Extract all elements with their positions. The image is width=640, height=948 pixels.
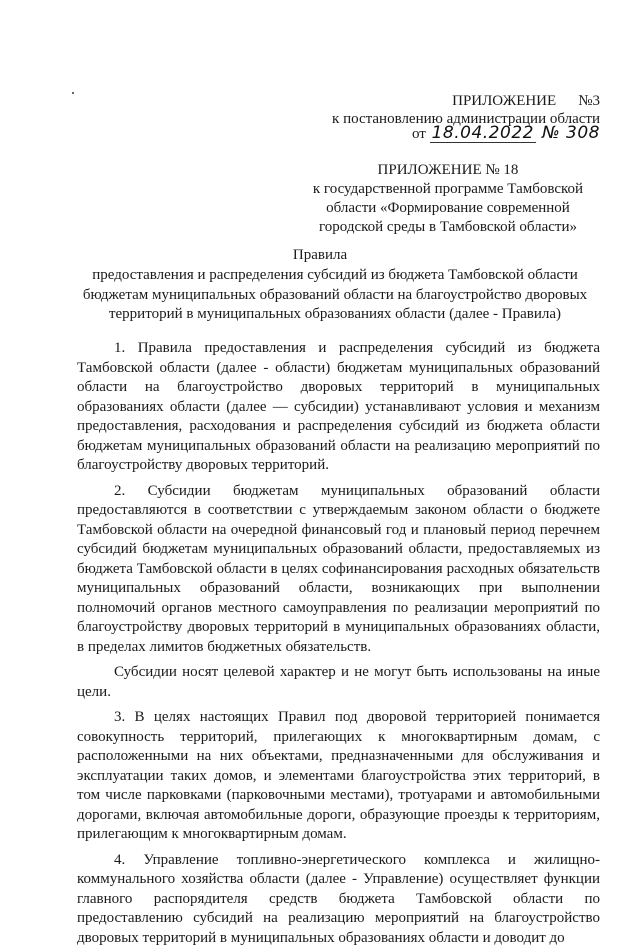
appendix-subtitle: к постановлению администрации области <box>300 110 600 129</box>
paragraph-2-note: Субсидии носят целевой характер и не могут быть использованы на иные цели. <box>77 663 600 702</box>
handwritten-number: № 308 <box>542 124 600 143</box>
program-appendix-line-1: к государственной программе Тамбовской <box>298 180 598 200</box>
program-appendix-line-2: области «Формирование современной <box>298 199 598 219</box>
program-appendix-line-3: городской среды в Тамбовской области» <box>298 218 598 238</box>
rules-title: Правила <box>0 246 640 265</box>
document-body <box>77 339 600 948</box>
date-prefix: от <box>412 126 426 142</box>
program-appendix-title: ПРИЛОЖЕНИЕ № 18 <box>298 161 598 181</box>
appendix-title: ПРИЛОЖЕНИЕ <box>452 93 556 109</box>
appendix-date-line <box>300 124 600 150</box>
rules-subtitle: предоставления и распределения субсидий из бюджета Тамбовской области бюджетам муниципальных образований области на благоустройство дворовых территорий в муниципальных образованиях области (далее - Правила) <box>70 266 600 325</box>
handwritten-date: 18.04.2022 <box>430 124 536 143</box>
paragraph-4: 4. Управление топливно-энергетического комплекса и жилищно-коммунального хозяйства области (далее - Управление) осуществляет функции главного распорядителя средств бюджета Тамбовской области по предоставлению субсидий на реализацию мероприятий на благоустройство дворовых территорий в муниципальных образованиях области и доводит до <box>77 851 600 948</box>
paragraph-3: 3. В целях настоящих Правил под дворовой территорией понимается совокупность территорий, прилегающих к многоквартирным домам, с расположенными на них объектами, предназначенными для обслуживания и эксплуатации таких домов, и элементами благоустройства этих территорий, в том числе парковками (парковочными местами), тротуарами и автомобильными дорогами, включая автомобильные дороги, образующие проезды к территориям, прилегающим к многоквартирным домам. <box>77 708 600 845</box>
appendix-header <box>300 92 600 111</box>
scan-speck <box>72 92 74 94</box>
paragraph-2: 2. Субсидии бюджетам муниципальных образований области предоставляются в соответствии с утверждаемым законом области о бюджете Тамбовской области на очередной финансовый год и плановый период перечнем субсидий бюджетам муниципальных образований области, предоставляемых из бюджета Тамбовской области в целях софинансирования расходных обязательств муниципальных образований области, возникающих при выполнении полномочий органов местного самоуправления по реализации мероприятий по благоустройству дворовых территорий в муниципальных образованиях области, в пределах лимитов бюджетных обязательств. <box>77 482 600 658</box>
paragraph-1: 1. Правила предоставления и распределения субсидий из бюджета Тамбовской области (далее - области) бюджетам муниципальных образований области на благоустройство дворовых территорий в муниципальных образованиях области (далее — субсидии) устанавливают условия и механизм предоставления, расходования и распределения субсидий из бюджета области бюджетам муниципальных образований области на реализацию мероприятий по благоустройству дворовых территорий. <box>77 339 600 476</box>
appendix-number: №3 <box>578 93 600 109</box>
